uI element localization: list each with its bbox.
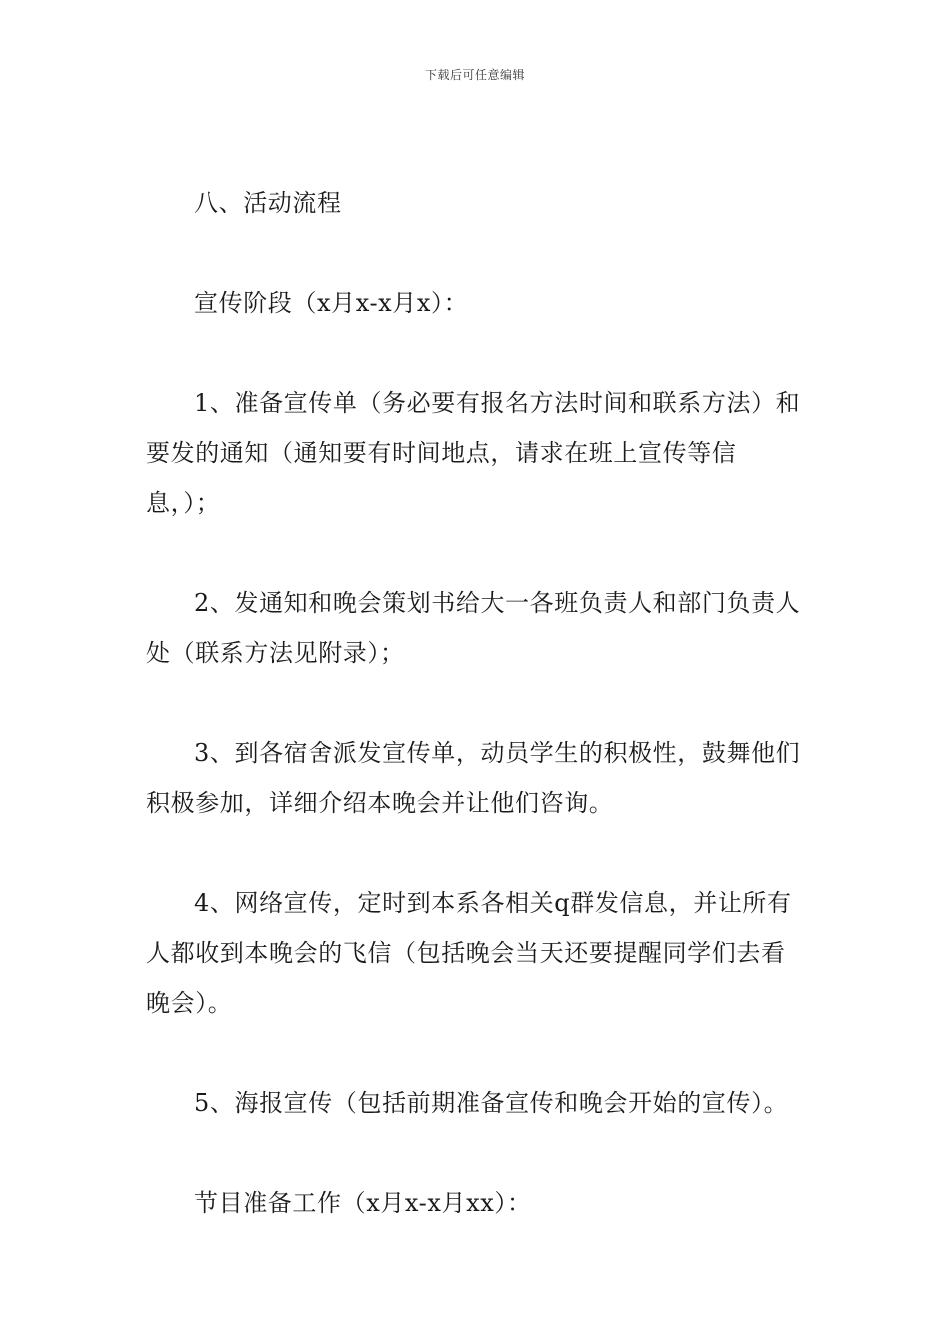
list-item-5: 5、海报宣传（包括前期准备宣传和晚会开始的宣传）。 xyxy=(194,1089,789,1117)
section-heading: 八、活动流程 xyxy=(194,189,342,217)
list-item-2: 2、发通知和晚会策划书给大一各班负责人和部门负责人处（联系方法见附录）； xyxy=(146,589,801,667)
program-prep-heading: 节目准备工作（x月x-x月xx）： xyxy=(194,1189,532,1217)
document-body xyxy=(146,178,810,1228)
publicity-stage-heading: 宣传阶段（x月x-x月x）： xyxy=(194,289,469,317)
list-item-1: 1、准备宣传单（务必要有报名方法时间和联系方法）和要发的通知（通知要有时间地点，请求在班上宣传等信息，）； xyxy=(146,389,801,517)
header-note: 下载后可任意编辑 xyxy=(424,68,525,82)
list-item-4: 4、网络宣传，定时到本系各相关q群发信息，并让所有人都收到本晚会的飞信（包括晚会当天还要提醒同学们去看晚会）。 xyxy=(146,889,792,1017)
list-item-3: 3、到各宿舍派发宣传单，动员学生的积极性，鼓舞他们积极参加，详细介绍本晚会并让他们咨询。 xyxy=(146,739,801,817)
